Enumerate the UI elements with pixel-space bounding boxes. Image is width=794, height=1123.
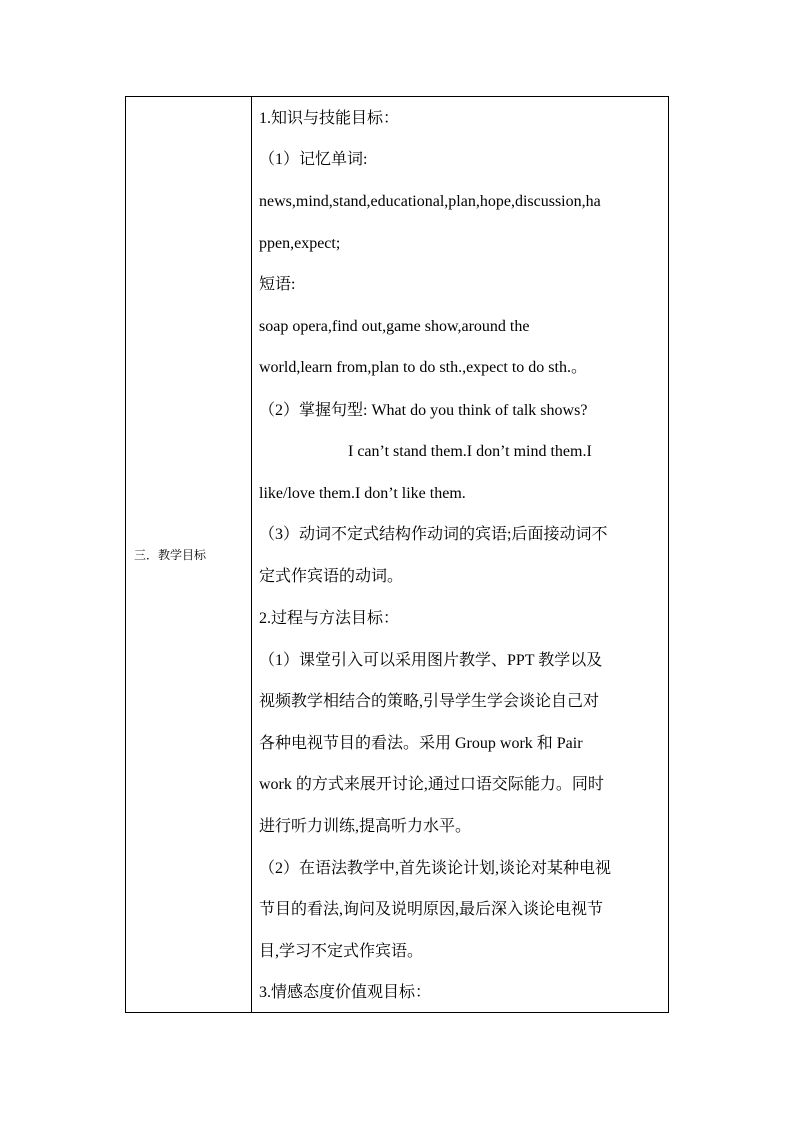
grammar-paragraph-line: 目,学习不定式作宾语。 <box>259 943 424 960</box>
section-label-cell <box>126 97 252 1013</box>
heading-knowledge-skills: 1.知识与技能目标： <box>259 110 400 127</box>
item-memorize-words: （1）记忆单词: <box>259 151 368 168</box>
section-label: 三．教学目标 <box>134 548 207 562</box>
phrase-list-line: world,learn from,plan to do sth.,expect to do sth.。 <box>259 359 587 376</box>
sentence-pattern-line: I can’t stand them.I don’t mind them.I <box>348 443 592 460</box>
table-row <box>126 97 669 1013</box>
word-list-line: ppen,expect; <box>259 235 341 252</box>
process-paragraph-line: （1）课堂引入可以采用图片教学、PPT 教学以及 <box>259 652 603 669</box>
grammar-paragraph-line: 节目的看法,询问及说明原因,最后深入谈论电视节 <box>259 901 604 918</box>
item-infinitive-cont: 定式作宾语的动词。 <box>259 568 404 585</box>
grammar-paragraph-line: （2）在语法教学中,首先谈论计划,谈论对某种电视 <box>259 860 612 877</box>
item-infinitive: （3）动词不定式结构作动词的宾语;后面接动词不 <box>259 526 608 543</box>
process-paragraph-line: 进行听力训练,提高听力水平。 <box>259 818 472 835</box>
objectives-table <box>125 96 669 1013</box>
word-list-line: news,mind,stand,educational,plan,hope,discussion,ha <box>259 193 601 210</box>
phrase-list-line: soap opera,find out,game show,around the <box>259 318 530 335</box>
heading-emotion-values: 3.情感态度价值观目标： <box>259 984 432 1001</box>
process-paragraph-line: 各种电视节目的看法。采用 Group work 和 Pair <box>259 735 583 752</box>
process-paragraph-line: work 的方式来展开讨论,通过口语交际能力。同时 <box>259 776 604 793</box>
sentence-pattern-line: like/love them.I don’t like them. <box>259 485 466 502</box>
phrases-label: 短语: <box>259 276 296 293</box>
process-paragraph-line: 视频教学相结合的策略,引导学生学会谈论自己对 <box>259 693 600 710</box>
item-sentence-patterns: （2）掌握句型: What do you think of talk shows? <box>259 402 588 419</box>
heading-process-methods: 2.过程与方法目标： <box>259 610 400 627</box>
section-content-cell <box>252 97 669 1013</box>
